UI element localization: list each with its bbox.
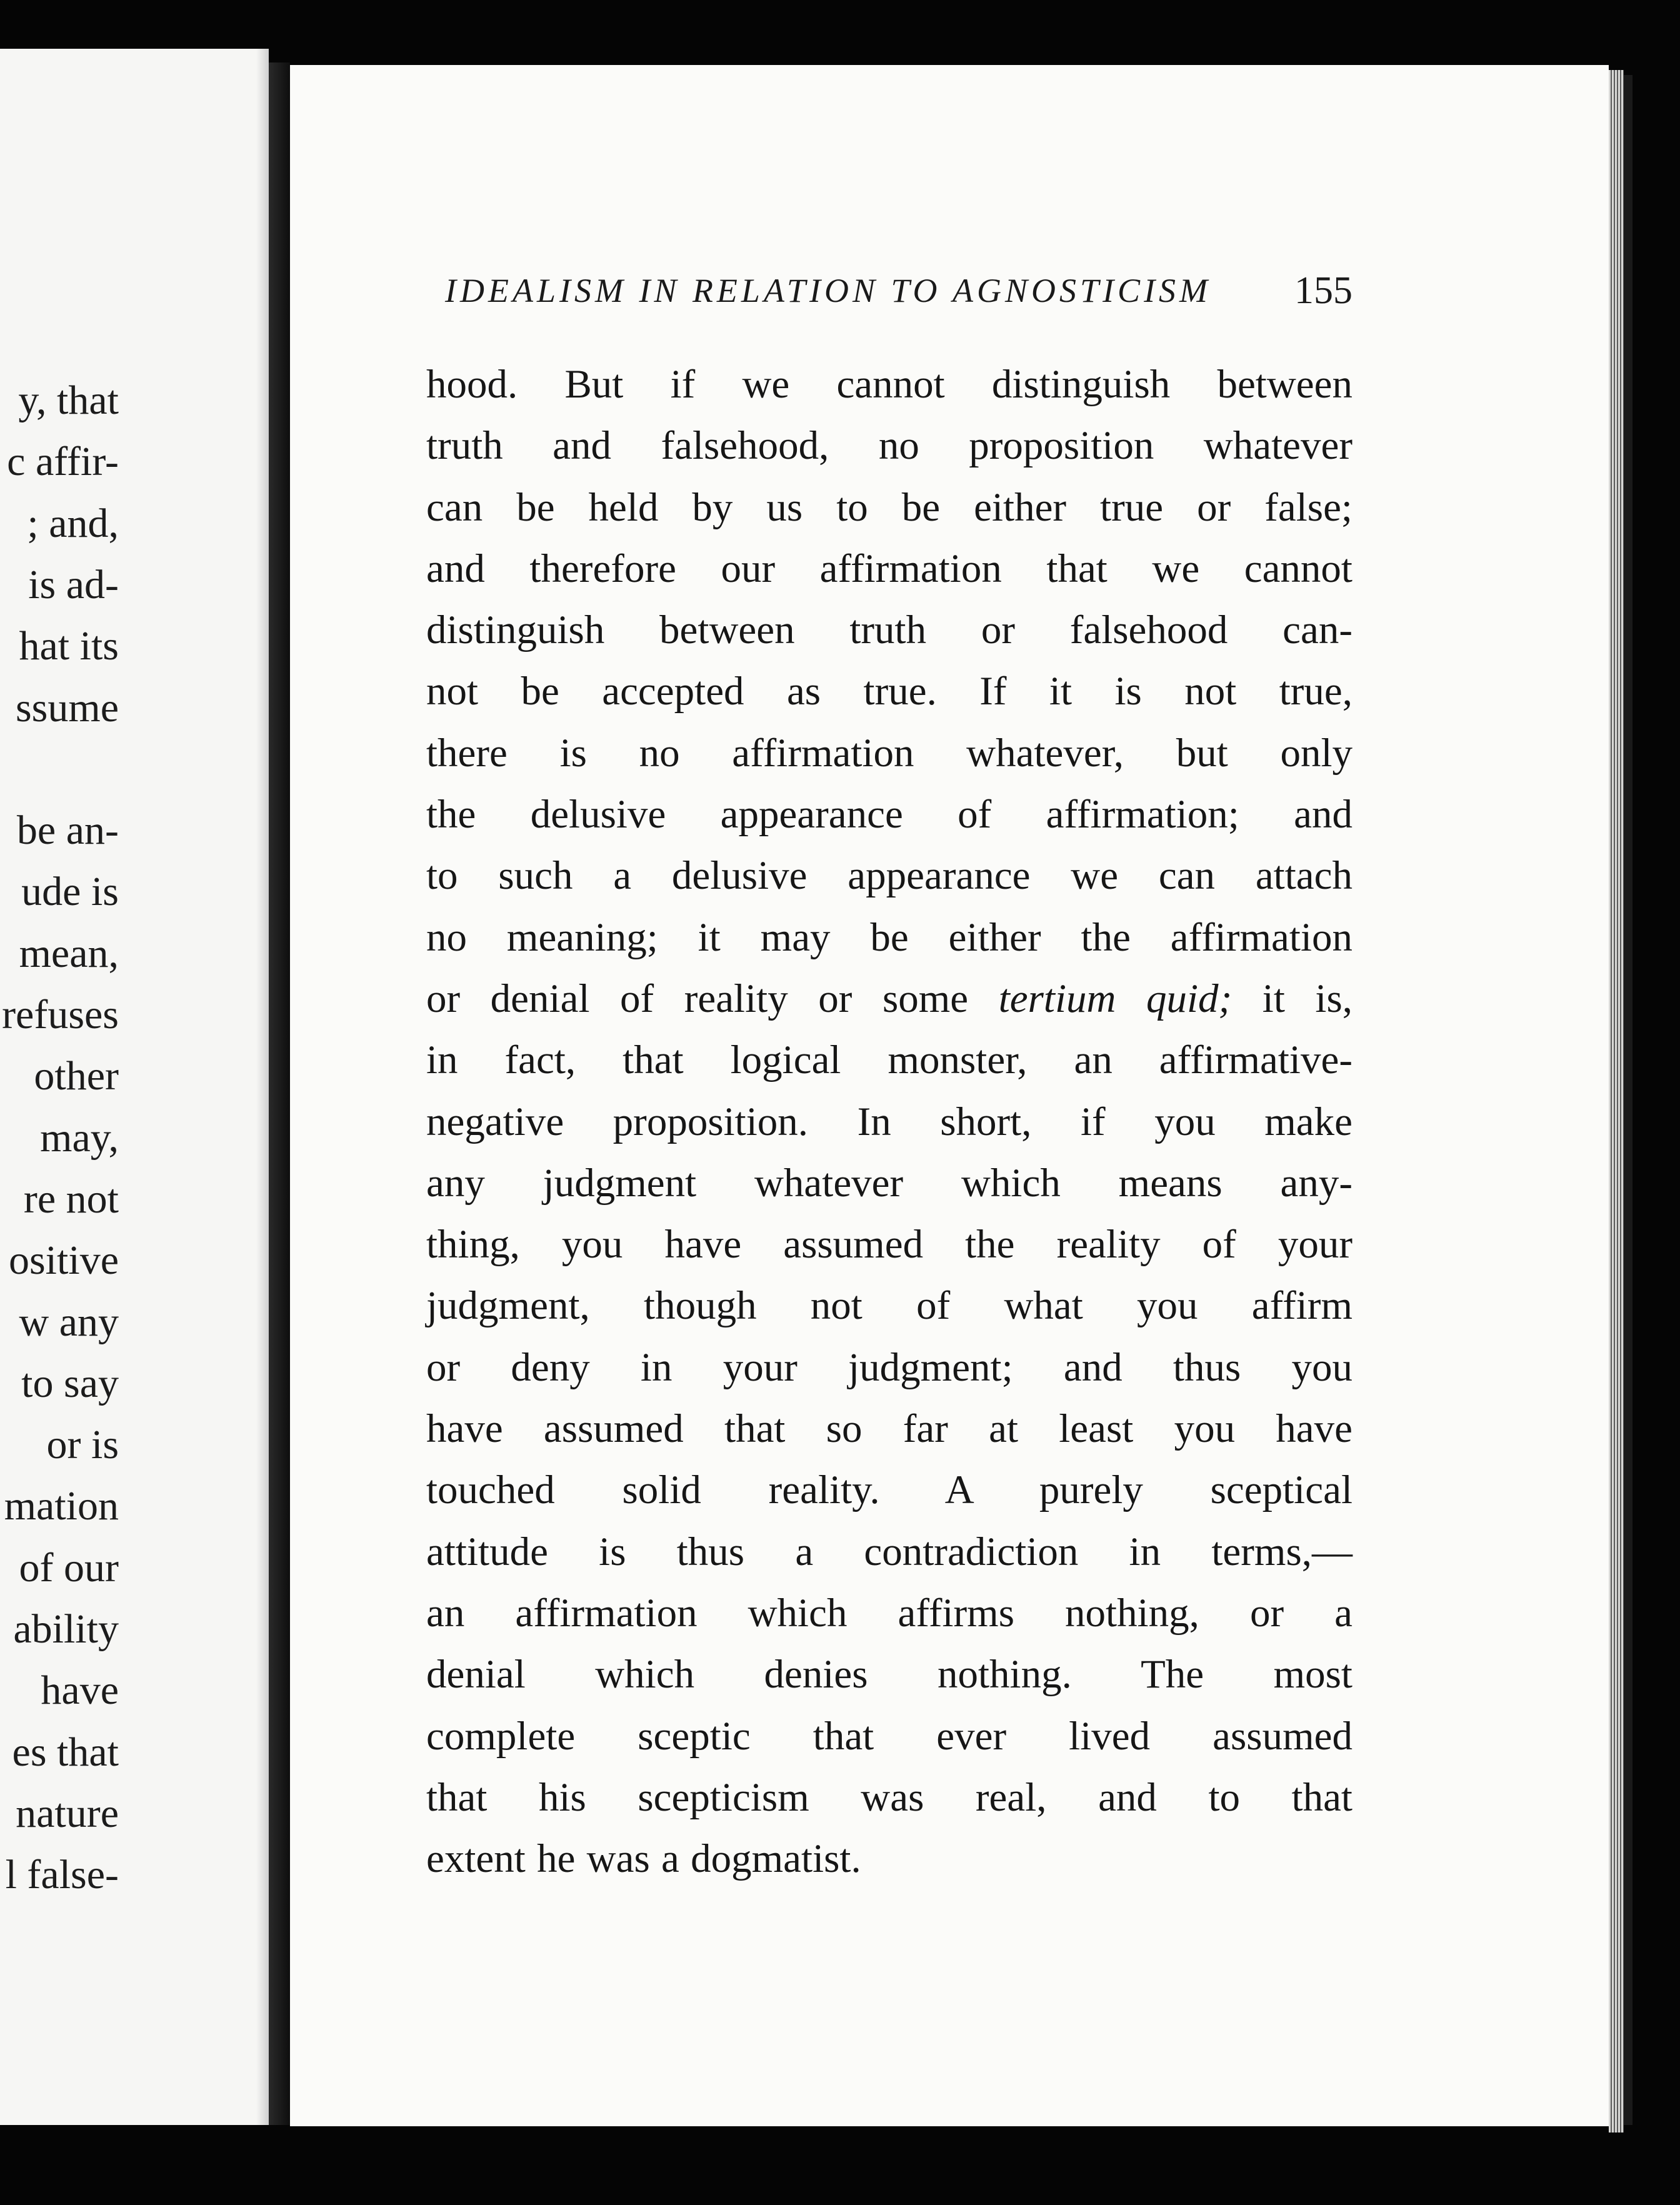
text-line: and therefore our affirmation that we cannot xyxy=(426,546,1352,591)
facing-page-line: to say xyxy=(21,1360,119,1406)
facing-page-line: may, xyxy=(40,1114,119,1161)
facing-page-line: c affir- xyxy=(7,439,119,485)
facing-page-line: w any xyxy=(19,1299,119,1345)
text-line: that his scepticism was real, and to that xyxy=(426,1774,1352,1820)
text-line: attitude is thus a contradiction in terms,— xyxy=(426,1529,1352,1574)
facing-page-left xyxy=(0,49,269,2125)
page-number: 155 xyxy=(1294,269,1352,312)
facing-page-line: ude is xyxy=(21,869,119,915)
text-line: judgment, though not of what you affirm xyxy=(426,1283,1352,1329)
text-line: touched solid reality. A purely sceptical xyxy=(426,1468,1352,1513)
text-line: have assumed that so far at least you have xyxy=(426,1406,1352,1452)
text-line: not be accepted as true. If it is not true, xyxy=(426,669,1352,714)
text-line: any judgment whatever which means any- xyxy=(426,1160,1352,1206)
running-head xyxy=(445,269,1352,319)
text-segment: or denial of reality or some xyxy=(426,976,999,1021)
text-line: complete sceptic that ever lived assumed xyxy=(426,1713,1352,1759)
facing-page-line: y, that xyxy=(18,378,119,423)
running-head-title: IDEALISM IN RELATION TO AGNOSTICISM xyxy=(445,272,1212,309)
text-line: there is no affirmation whatever, but only xyxy=(426,730,1352,776)
facing-page-line: nature xyxy=(16,1790,119,1836)
gutter-shadow xyxy=(256,49,269,2125)
book-cover-edge xyxy=(1624,75,1632,2125)
text-line: an affirmation which affirms nothing, or a xyxy=(426,1590,1352,1636)
facing-page-line: refuses xyxy=(2,992,119,1038)
facing-page-line: re not xyxy=(23,1176,119,1222)
facing-page-line: mation xyxy=(4,1483,119,1529)
facing-page-text xyxy=(0,49,269,2125)
text-line: distinguish between truth or falsehood can- xyxy=(426,608,1352,653)
text-line: the delusive appearance of affirmation; and xyxy=(426,792,1352,838)
facing-page-line: ssume xyxy=(16,684,119,731)
facing-page-line: is ad- xyxy=(28,561,119,608)
text-line: to such a delusive appearance we can attach xyxy=(426,853,1352,899)
text-line: hood. But if we cannot distinguish between xyxy=(426,362,1352,407)
facing-page-line: be an- xyxy=(16,808,119,854)
italic-phrase: tertium quid; xyxy=(998,976,1232,1021)
facing-page-line: mean, xyxy=(19,930,119,976)
facing-page-line: other xyxy=(34,1053,119,1099)
text-line: no meaning; it may be either the affirmation xyxy=(426,914,1352,960)
facing-page-line: ; and, xyxy=(27,500,119,546)
text-segment: it is, xyxy=(1232,976,1353,1021)
facing-page-line: have xyxy=(41,1668,119,1714)
book-binding xyxy=(269,62,290,2125)
text-line: negative proposition. In short, if you make xyxy=(426,1099,1352,1144)
body-text xyxy=(426,354,1352,1889)
facing-page-line: ability xyxy=(13,1606,119,1652)
text-line: in fact, that logical monster, an affirmative- xyxy=(426,1038,1352,1083)
text-line: thing, you have assumed the reality of your xyxy=(426,1222,1352,1268)
facing-page-line: l false- xyxy=(5,1852,119,1898)
page-edges xyxy=(1609,70,1624,2132)
facing-page-line: es that xyxy=(12,1729,119,1775)
text-line: or deny in your judgment; and thus you xyxy=(426,1344,1352,1390)
facing-page-line: of our xyxy=(19,1544,119,1591)
text-line: can be held by us to be either true or false; xyxy=(426,484,1352,530)
text-line xyxy=(426,968,1352,1029)
facing-page-line: or is xyxy=(46,1422,119,1468)
text-line: truth and falsehood, no proposition whatever xyxy=(426,423,1352,469)
text-line: extent he was a dogmatist. xyxy=(426,1836,861,1882)
facing-page-line: ositive xyxy=(9,1238,119,1284)
text-line: denial which denies nothing. The most xyxy=(426,1652,1352,1698)
facing-page-line: hat its xyxy=(19,623,119,669)
